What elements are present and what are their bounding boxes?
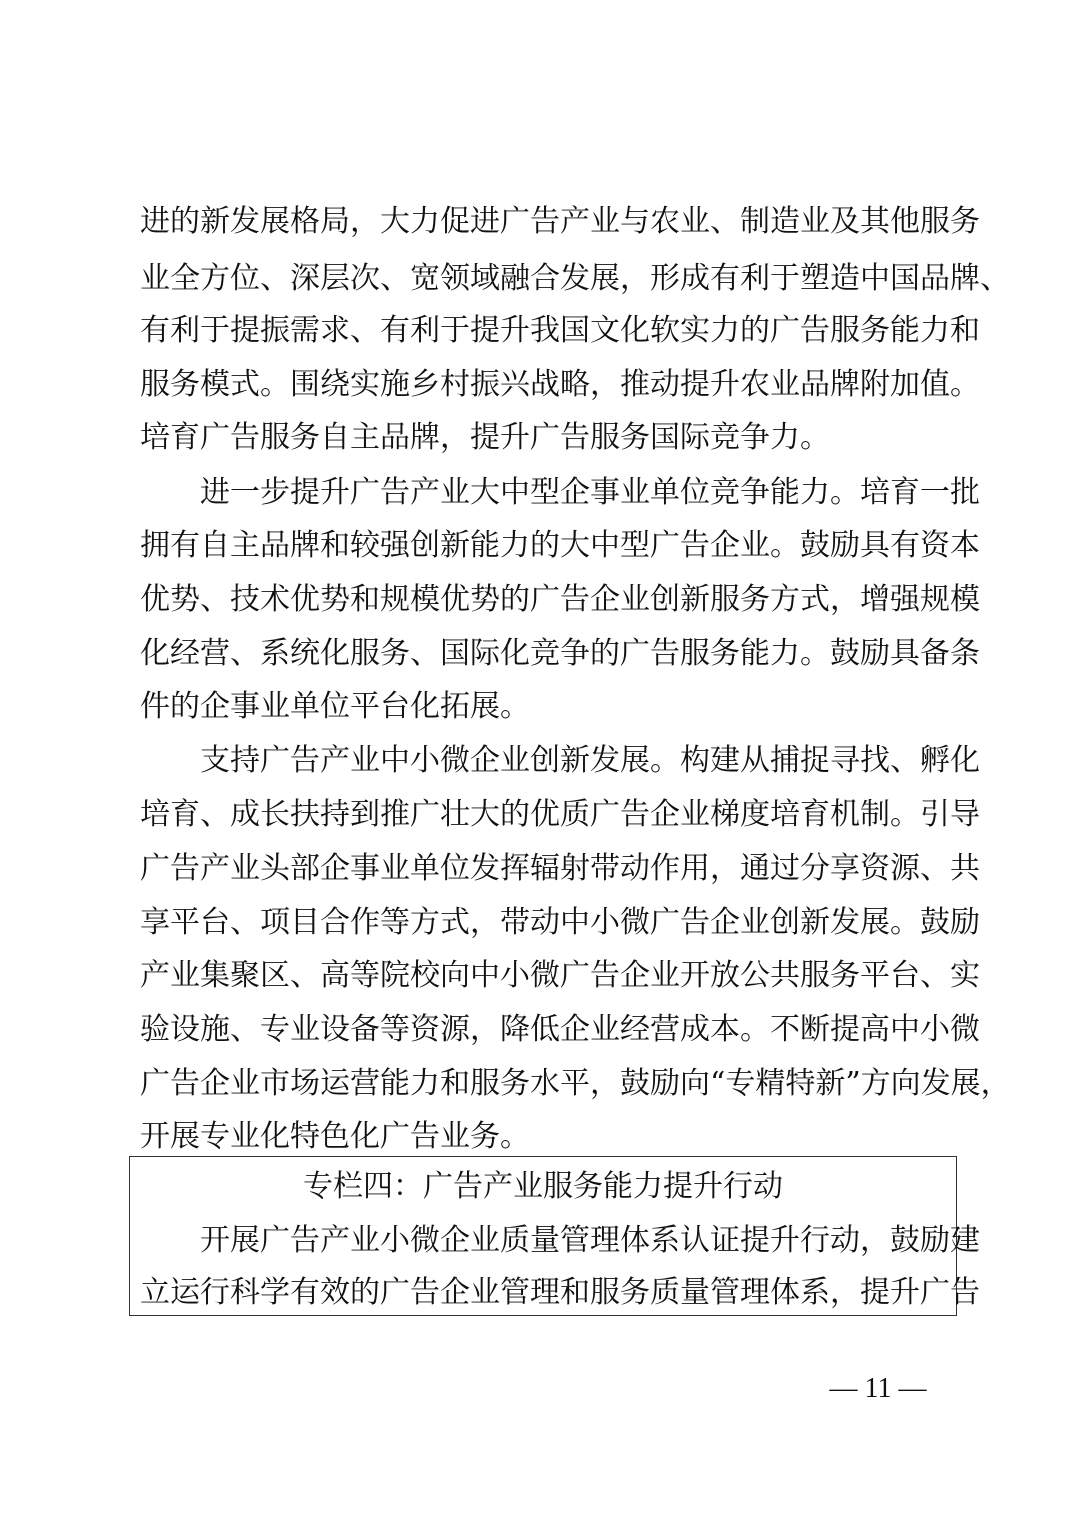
paragraph-line: 广告产业头部企事业单位发挥辐射带动作用，通过分享资源、共 <box>140 851 980 886</box>
paragraph-line: 进的新发展格局，大力促进广告产业与农业、制造业及其他服务 <box>140 204 980 239</box>
paragraph-line: 产业集聚区、高等院校向中小微广告企业开放公共服务平台、实 <box>140 958 980 993</box>
paragraph-line: 化经营、系统化服务、国际化竞争的广告服务能力。鼓励具备条 <box>140 636 980 671</box>
column-box-line: 开展广告产业小微企业质量管理体系认证提升行动，鼓励建 <box>200 1223 980 1258</box>
paragraph-line: 拥有自主品牌和较强创新能力的大中型广告企业。鼓励具有资本 <box>140 528 980 563</box>
paragraph-line: 广告企业市场运营能力和服务水平，鼓励向“专精特新”方向发展， <box>140 1066 1011 1101</box>
column-box-line: 立运行科学有效的广告企业管理和服务质量管理体系，提升广告 <box>140 1275 980 1310</box>
paragraph-line: 有利于提振需求、有利于提升我国文化软实力的广告服务能力和 <box>140 313 980 348</box>
paragraph-line: 享平台、项目合作等方式，带动中小微广告企业创新发展。鼓励 <box>140 905 980 940</box>
paragraph-line: 验设施、专业设备等资源，降低企业经营成本。不断提高中小微 <box>140 1012 980 1047</box>
page-number: — 11 — <box>829 1373 927 1404</box>
paragraph-line: 件的企事业单位平台化拓展。 <box>140 689 530 724</box>
paragraph-line: 培育、成长扶持到推广壮大的优质广告企业梯度培育机制。引导 <box>140 797 980 832</box>
column-box <box>129 1156 980 1316</box>
paragraph-line: 服务模式。围绕实施乡村振兴战略，推动提升农业品牌附加值。 <box>140 367 980 402</box>
column-box-title: 专栏四：广告产业服务能力提升行动 <box>303 1169 783 1204</box>
paragraph-line: 培育广告服务自主品牌，提升广告服务国际竞争力。 <box>140 420 830 455</box>
paragraph-line: 开展专业化特色化广告业务。 <box>140 1119 530 1154</box>
paragraph-line: 支持广告产业中小微企业创新发展。构建从捕捉寻找、孵化 <box>200 743 980 778</box>
paragraph-line: 进一步提升广告产业大中型企事业单位竞争能力。培育一批 <box>200 475 980 510</box>
paragraph-line: 优势、技术优势和规模优势的广告企业创新服务方式，增强规模 <box>140 582 980 617</box>
paragraph-line: 业全方位、深层次、宽领域融合发展，形成有利于塑造中国品牌、 <box>140 261 1010 296</box>
